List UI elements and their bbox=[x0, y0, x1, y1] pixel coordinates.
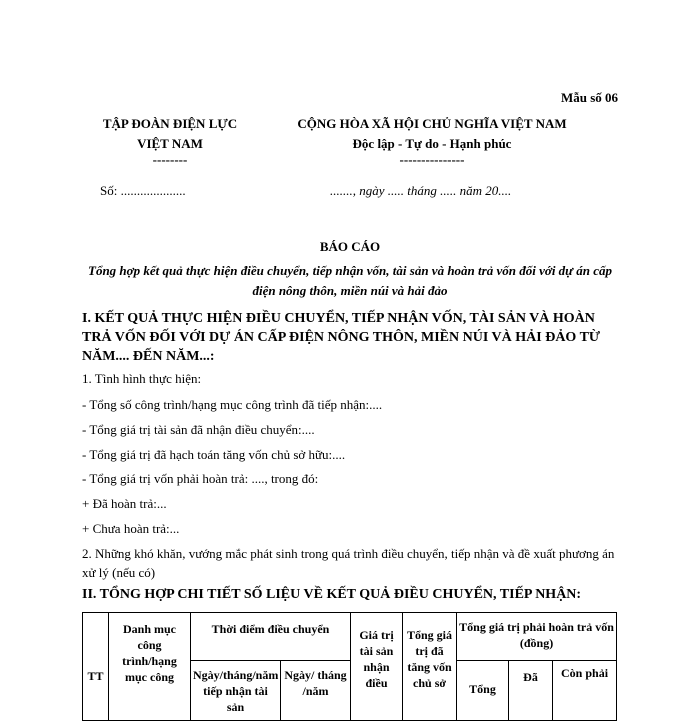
national-divider: --------------- bbox=[399, 152, 465, 167]
paragraph-total-equity: - Tổng giá trị đã hạch toán tăng vốn chủ sở hữu:.... bbox=[82, 447, 346, 462]
national-motto: Độc lập - Tự do - Hạnh phúc bbox=[352, 136, 512, 151]
document-date: ......., ngày ..... tháng ..... năm 20.... bbox=[330, 183, 512, 198]
header-receive-date: Ngày/tháng/năm tiếp nhận tài sản bbox=[191, 661, 281, 721]
paragraph-total-assets: - Tổng giá trị tài sản đã nhận điều chuyển:.... bbox=[82, 422, 315, 437]
form-number: Mẫu số 06 bbox=[560, 90, 618, 105]
header-equity-increase: Tổng giá trị đã tăng vốn chủ sở bbox=[403, 613, 457, 721]
organization-name-line2: VIỆT NAM bbox=[137, 136, 203, 151]
organization-header bbox=[96, 114, 244, 166]
header-date: Ngày/ tháng /năm bbox=[281, 661, 351, 721]
paragraph-implementation-status: 1. Tình hình thực hiện: bbox=[82, 371, 202, 386]
report-title: BÁO CÁO bbox=[319, 239, 381, 254]
header-tt: TT bbox=[83, 613, 109, 721]
section-1-heading: I. KẾT QUẢ THỰC HIỆN ĐIỀU CHUYỂN, TIẾP NHẬN VỐN, TÀI SẢN VÀ HOÀN TRẢ VỐN ĐỐI VỚI DỰ ÁN CẤP ĐIỆN NÔNG THÔN, MIỀN NÚI VÀ HẢI ĐẢO TỪ NĂM.... ĐẾN NĂM...: bbox=[82, 311, 601, 364]
national-title: CỘNG HÒA XÃ HỘI CHỦ NGHĨA VIỆT NAM bbox=[297, 116, 567, 131]
summary-table bbox=[82, 612, 617, 721]
report-subtitle: Tổng hợp kết quả thực hiện điều chuyển, tiếp nhận vốn, tài sản và hoàn trả vốn đối với dự án cấp điện nông thôn, miền núi và hải đảo bbox=[88, 263, 612, 298]
document-number: Số: .................... bbox=[100, 183, 186, 198]
organization-divider: -------- bbox=[152, 152, 188, 167]
paragraph-repaid: + Đã hoàn trả:... bbox=[82, 496, 167, 511]
national-header bbox=[272, 114, 592, 166]
paragraph-unpaid: + Chưa hoàn trả:... bbox=[82, 521, 180, 536]
header-repay-sum: Tổng bbox=[457, 661, 509, 721]
header-repay-total: Tổng giá trị phải hoàn trả vốn (đồng) bbox=[457, 613, 617, 661]
header-transfer-time: Thời điểm điều chuyển bbox=[191, 613, 351, 661]
section-2-heading: II. TỔNG HỢP CHI TIẾT SỐ LIỆU VỀ KẾT QUẢ ĐIỀU CHUYỂN, TIẾP NHẬN: bbox=[82, 587, 582, 602]
header-asset-value: Giá trị tài sản nhận điều bbox=[351, 613, 403, 721]
organization-name-line1: TẬP ĐOÀN ĐIỆN LỰC bbox=[102, 116, 238, 131]
paragraph-total-works: - Tổng số công trình/hạng mục công trình đã tiếp nhận:.... bbox=[82, 397, 383, 412]
header-remaining: Còn phải bbox=[553, 661, 617, 721]
header-repaid: Đã bbox=[509, 661, 553, 721]
header-project-list: Danh mục công trình/hạng mục công bbox=[109, 613, 191, 721]
paragraph-difficulties: 2. Những khó khăn, vướng mắc phát sinh trong quá trình điều chuyển, tiếp nhận và đề xuất phương án xử lý (nếu có) bbox=[82, 546, 615, 580]
paragraph-total-repay: - Tổng giá trị vốn phải hoàn trả: ...., trong đó: bbox=[82, 471, 319, 486]
